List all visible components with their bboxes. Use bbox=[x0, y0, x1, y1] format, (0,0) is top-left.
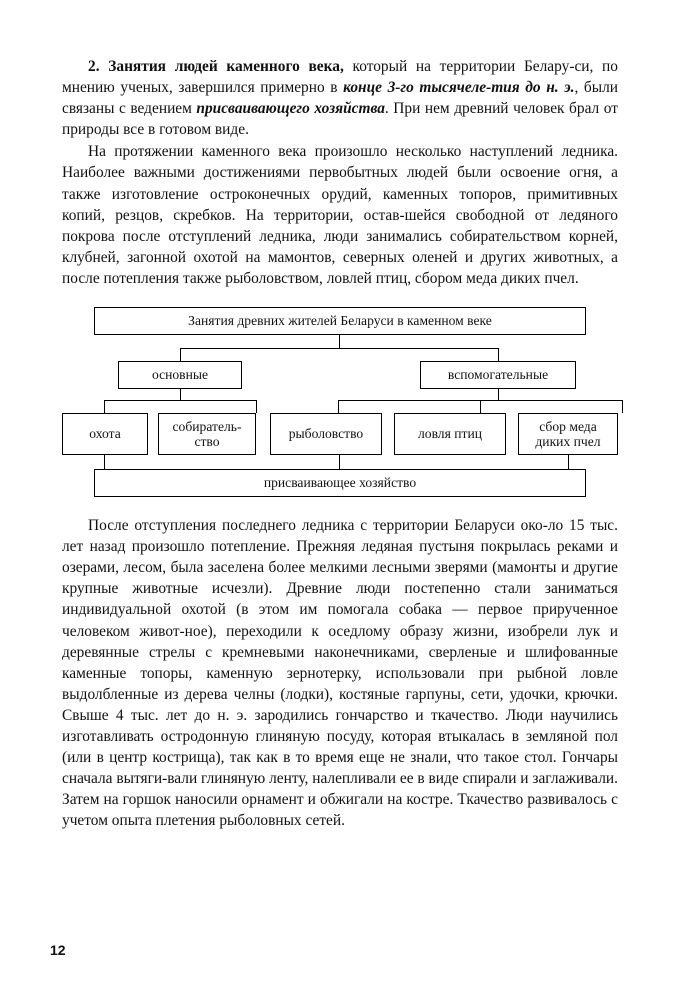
paragraph-3 bbox=[62, 515, 618, 831]
paragraph-1-run-5: . При нем древний человек брал от природы все в готовом виде. bbox=[62, 100, 618, 139]
connector-aux-leaf-2 bbox=[480, 400, 481, 413]
connector-footer-left bbox=[104, 455, 105, 469]
diagram-leaf-hunting-label: охота bbox=[89, 426, 121, 442]
paragraph-1-run-0: 2. Занятия людей каменного века, bbox=[88, 58, 344, 75]
connector-aux-leaf-1 bbox=[338, 400, 339, 413]
diagram-leaf-honey bbox=[518, 413, 618, 455]
connector-basic-bar bbox=[104, 400, 256, 401]
diagram-footer-label: присваивающее хозяйство bbox=[263, 475, 417, 491]
diagram-leaf-gathering bbox=[158, 413, 256, 455]
connector-title-down bbox=[339, 335, 340, 348]
paragraph-1 bbox=[62, 56, 618, 140]
diagram-leaf-gathering-label: собиратель-ство bbox=[172, 418, 242, 450]
diagram-branch-basic-label: основные bbox=[151, 367, 209, 383]
paragraph-3-run-0: После отступления последнего ледника с территории Беларуси око-ло 15 тыс. лет назад произошло потепление. Прежняя ледяная пустыня покрылась реками и озерами, лесом, была заселена более мелкими лесными зверями (мамонты и другие крупные животные исчезли). Древние люди постепенно стали заниматься индивидуальной охотой (в этом им помогала собака — первое прирученное человеком живот-ное), переходили к оседлому образу жизни, изобрели лук и деревянные стрелы с кремневыми наконечниками, сверленые и шлифованные каменные топоры, каменную зернотерку, использовали при рыбной ловле выдолбленные из дерева челны (лодки), костяные гарпуны, сети, удочки, крючки. Свыше 4 тыс. лет до н. э. зародились гончарство и ткачество. Люди научились изготавливать остродонную глиняную посуду, которая втыкалась в земляной пол (или в центр кострища), так как в то время еще не знали, что такое стол. Гончары сначала вытяги-вали глиняную ленту, налепливали ее в виде спирали и заглаживали. Затем на горшок наносили орнамент и обжигали на костре. Ткачество развивалось с учетом опыта плетения рыболовных сетей. bbox=[62, 517, 618, 830]
connector-aux-leaf-3 bbox=[622, 400, 623, 413]
diagram-branch-auxiliary-label: вспомогательные bbox=[447, 367, 549, 383]
connector-basic-down bbox=[180, 389, 181, 400]
page-number: 12 bbox=[50, 942, 66, 958]
page-content bbox=[62, 56, 618, 831]
diagram-title-box bbox=[94, 307, 586, 335]
paragraph-1-run-2: конце 3-го тысячеле-тия до н. э. bbox=[343, 79, 575, 97]
connector-basic-leaf-2 bbox=[256, 400, 257, 413]
connector-footer-right bbox=[568, 455, 569, 469]
connector-footer-mid bbox=[339, 455, 340, 469]
connector-branch-bar bbox=[180, 348, 498, 349]
diagram-leaf-fishing-label: рыболовство bbox=[288, 426, 364, 442]
paragraph-1-run-3: , были связаны с ведением bbox=[62, 79, 618, 118]
paragraph-1-run-4: присваивающего хозяйства bbox=[196, 100, 385, 118]
paragraph-2-run-0: На протяжении каменного века произошло несколько наступлений ледника. Наиболее важными достижениями первобытных людей были освоение огня, а также изготовление остроконечных орудий, каменных топоров, примитивных копий, резцов, скребков. На территории, остав-шейся свободной от ледяного покрова после отступлений ледника, люди занимались собирательством корней, клубней, загонной охотой на мамонтов, северных оленей и других животных, а после потепления также рыболовством, ловлей птиц, сбором меда диких пчел. bbox=[62, 143, 618, 287]
connector-basic-leaf-1 bbox=[104, 400, 105, 413]
connector-branch-left bbox=[180, 348, 181, 361]
diagram-leaf-honey-label: сбор меда диких пчел bbox=[535, 418, 601, 450]
diagram-title-label: Занятия древних жителей Беларуси в каменном веке bbox=[188, 313, 492, 329]
diagram-leaf-hunting bbox=[62, 413, 148, 455]
diagram-leaf-birdcatching-label: ловля птиц bbox=[417, 426, 483, 442]
paragraph-2 bbox=[62, 141, 618, 289]
occupations-diagram bbox=[62, 307, 618, 499]
diagram-branch-auxiliary bbox=[420, 361, 576, 389]
paragraph-1-run-1: который на территории Белару-си, по мнению ученых, завершился примерно в bbox=[62, 58, 618, 97]
diagram-leaf-birdcatching bbox=[394, 413, 506, 455]
diagram-leaf-fishing bbox=[270, 413, 382, 455]
diagram-footer-box bbox=[94, 469, 586, 497]
connector-branch-right bbox=[498, 348, 499, 361]
connector-aux-down bbox=[498, 389, 499, 400]
diagram-branch-basic bbox=[118, 361, 242, 389]
